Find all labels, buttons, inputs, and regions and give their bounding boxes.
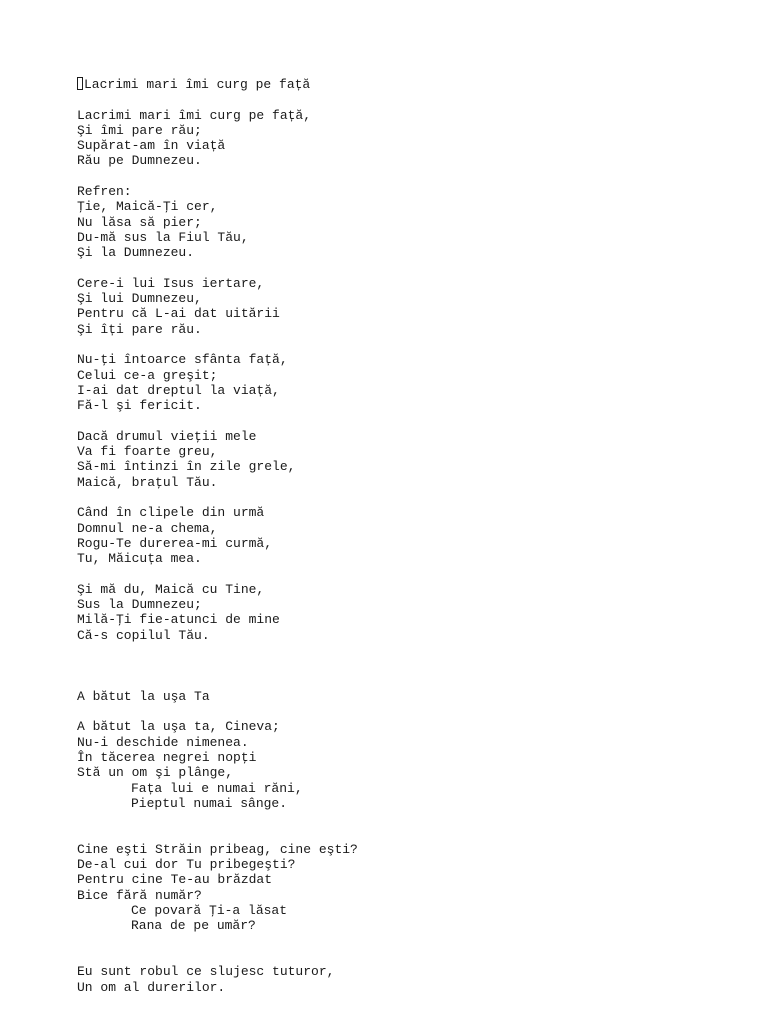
verse-line: Eu sunt robul ce slujesc tuturor, bbox=[77, 964, 335, 980]
indented-verse-line: Ce povară Ţi-a lăsat bbox=[131, 903, 288, 919]
verse-line: Domnul ne-a chema, bbox=[77, 520, 218, 536]
refrain bbox=[77, 184, 757, 260]
stanza bbox=[77, 505, 757, 566]
stanza bbox=[77, 582, 757, 643]
stanza bbox=[77, 429, 757, 490]
verse-line: Şi la Dumnezeu. bbox=[77, 245, 195, 261]
verse-line: Să-mi întinzi în zile grele, bbox=[77, 459, 296, 475]
verse-line: Şi lui Dumnezeu, bbox=[77, 291, 202, 307]
verse-line: Şi îți pare rău. bbox=[77, 321, 202, 337]
verse-line: Nu-i deschide nimenea. bbox=[77, 734, 249, 750]
verse-line: Stă un om şi plânge, bbox=[77, 765, 234, 781]
verse-line: Celui ce-a greşit; bbox=[77, 367, 218, 383]
verse-line: Nu-ţi întoarce sfânta față, bbox=[77, 352, 288, 368]
stanza bbox=[77, 276, 757, 337]
blank-line bbox=[77, 261, 757, 276]
blank-line bbox=[77, 704, 757, 719]
blank-line bbox=[77, 567, 757, 582]
indented-verse-line: Pieptul numai sânge. bbox=[131, 795, 288, 811]
verse-line: Rău pe Dumnezeu. bbox=[77, 153, 202, 169]
refrain-label: Refren: bbox=[77, 184, 132, 200]
verse-line: Va fi foarte greu, bbox=[77, 444, 218, 460]
blank-line bbox=[77, 169, 757, 184]
verse-line: Şi mă du, Maică cu Tine, bbox=[77, 581, 265, 597]
indented-verse-line: Rana de pe umăr? bbox=[131, 918, 256, 934]
blank-lines bbox=[77, 811, 757, 842]
blank-line bbox=[77, 490, 757, 505]
verse-line: Nu lăsa să pier; bbox=[77, 214, 202, 230]
verse-line: Sus la Dumnezeu; bbox=[77, 597, 202, 613]
missing-glyph-box bbox=[77, 77, 83, 90]
verse-line: Că-s copilul Tău. bbox=[77, 627, 210, 643]
song-title: A bătut la uşa Ta bbox=[77, 688, 210, 704]
verse-line: Du-mă sus la Fiul Tău, bbox=[77, 229, 249, 245]
verse-line: Ţie, Maică-Ţi cer, bbox=[77, 199, 218, 215]
verse-line: I-ai dat dreptul la viață, bbox=[77, 382, 280, 398]
verse-line: Pentru cine Te-au brăzdat bbox=[77, 872, 273, 888]
verse-line: Maică, braţul Tău. bbox=[77, 474, 218, 490]
verse-line: De-al cui dor Tu pribegeşti? bbox=[77, 857, 296, 873]
stanza bbox=[77, 842, 757, 934]
verse-line: A bătut la uşa ta, Cineva; bbox=[77, 719, 280, 735]
stanza bbox=[77, 352, 757, 413]
verse-line: În tăcerea negrei nopţi bbox=[77, 750, 257, 766]
verse-line: Lacrimi mari îmi curg pe față, bbox=[77, 107, 312, 123]
verse-line: Şi îmi pare rău; bbox=[77, 122, 202, 138]
indented-verse-line: Fața lui e numai răni, bbox=[131, 780, 303, 796]
blank-line bbox=[77, 92, 757, 107]
verse-line: Tu, Măicuța mea. bbox=[77, 551, 202, 567]
blank-line bbox=[77, 414, 757, 429]
blank-lines bbox=[77, 643, 757, 689]
stanza bbox=[77, 108, 757, 169]
verse-line: Pentru că L-ai dat uitării bbox=[77, 306, 280, 322]
verse-line: Milă-Ţi fie-atunci de mine bbox=[77, 612, 280, 628]
verse-line: Fă-l şi fericit. bbox=[77, 398, 202, 414]
verse-line: Cere-i lui Isus iertare, bbox=[77, 275, 265, 291]
verse-line: Un om al durerilor. bbox=[77, 979, 226, 995]
verse-line: Dacă drumul vieţii mele bbox=[77, 428, 257, 444]
stanza bbox=[77, 964, 757, 995]
song-title: Lacrimi mari îmi curg pe față bbox=[77, 77, 757, 92]
blank-line bbox=[77, 337, 757, 352]
verse-line: Bice fără număr? bbox=[77, 887, 202, 903]
verse-line: Când în clipele din urmă bbox=[77, 505, 265, 521]
verse-line: Supărat-am în viață bbox=[77, 138, 226, 154]
stanza bbox=[77, 719, 757, 811]
document-page bbox=[77, 77, 757, 995]
verse-line: Rogu-Te durerea-mi curmă, bbox=[77, 535, 273, 551]
verse-line: Cine eşti Străin pribeag, cine eşti? bbox=[77, 841, 358, 857]
blank-lines bbox=[77, 934, 757, 965]
